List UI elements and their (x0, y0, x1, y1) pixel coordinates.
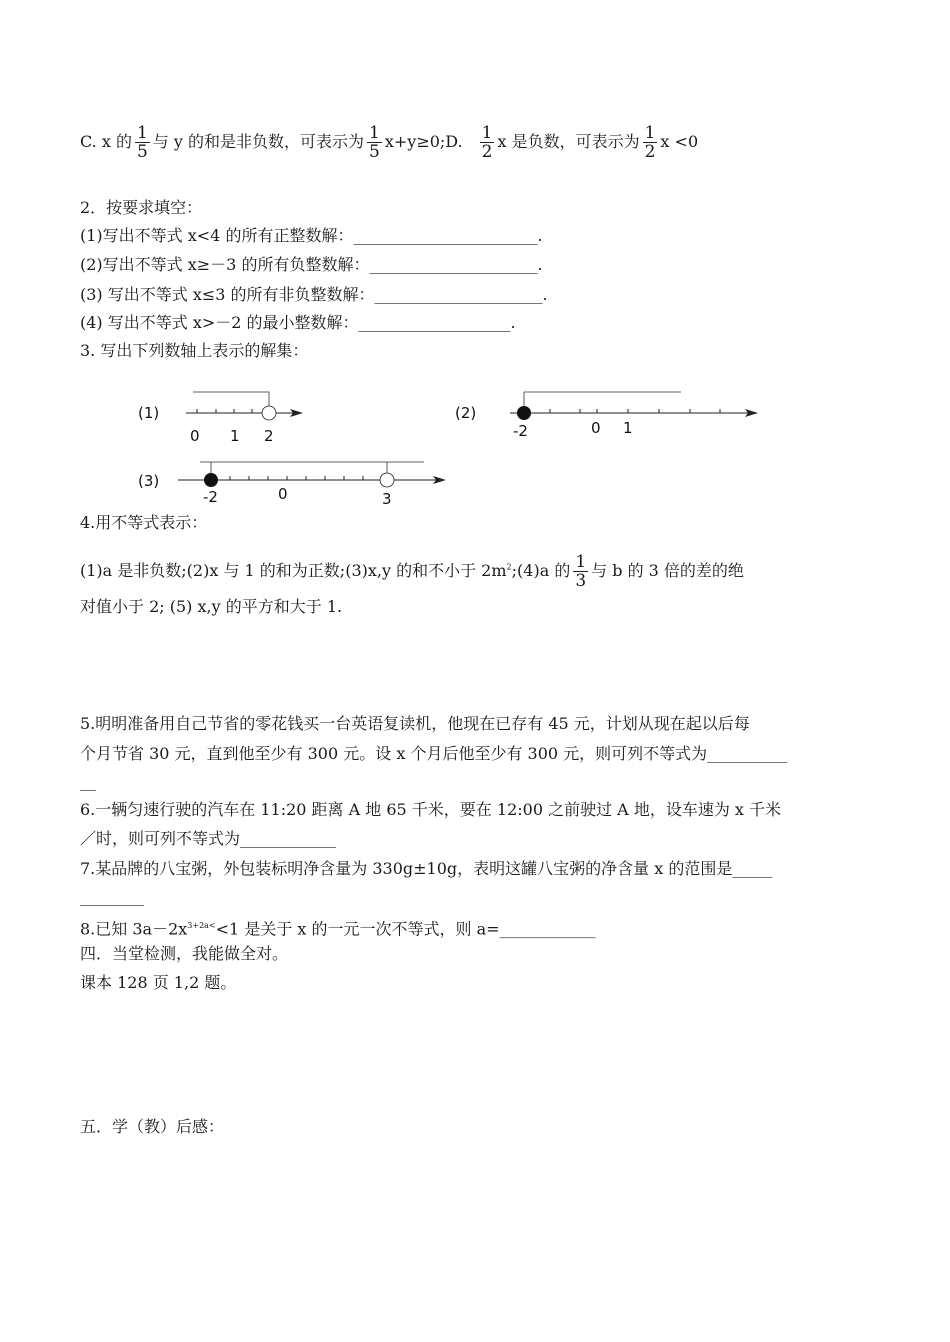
superscript: 2 (506, 562, 512, 572)
fraction-one-third (573, 553, 588, 590)
axis3-tick-label: 3 (382, 490, 392, 508)
axis3-closed-point (204, 473, 218, 487)
section-4-text: 课本 128 页 1,2 题。 (80, 973, 237, 992)
axis2-tick-label: 0 (591, 419, 601, 437)
fraction-one-fifth (135, 124, 150, 161)
q4-line-1 (80, 553, 744, 590)
option-c-d-line (80, 124, 698, 161)
q7-line-1: 7.某品牌的八宝粥，外包装标明净含量为 330g±10g，表明这罐八宝粥的净含量 x 的范围是_____ (80, 859, 773, 878)
axis2-closed-point (517, 406, 531, 420)
q4-line-2: 对值小于 2; (5) x,y 的平方和大于 1. (80, 597, 343, 616)
q2-item-1: (1)写出不等式 x<4 的所有正整数解：_______________________. (80, 226, 543, 245)
q2-item-2: (2)写出不等式 x≥－3 的所有负整数解：_____________________. (80, 255, 543, 274)
axis2-range-bracket (524, 392, 681, 407)
q8-line (80, 916, 596, 939)
fraction-one-half (643, 124, 658, 161)
fraction-one-half (480, 124, 495, 161)
denominator: 5 (136, 142, 148, 162)
superscript: 3+2a< (187, 921, 216, 930)
axis2-tick-label: -2 (513, 422, 528, 440)
q2-title: 2．按要求填空： (80, 198, 203, 217)
denominator: 2 (644, 142, 656, 162)
text: ;(4)a 的 (511, 561, 571, 580)
axis3-tick-label: -2 (203, 488, 218, 506)
q5-line-2: 个月节省 30 元，直到他至少有 300 元。设 x 个月后他至少有 300 元，则可列不等式为__________ (80, 744, 788, 763)
text: x+y≥0;D. (384, 132, 463, 151)
numerator: 1 (644, 123, 656, 143)
q6-line-2: ／时，则可列不等式为____________ (80, 829, 337, 848)
text: 与 y 的和是非负数，可表示为 (152, 132, 365, 151)
numerator: 1 (136, 123, 148, 143)
q3-title: 3. 写出下列数轴上表示的解集： (80, 341, 309, 360)
text: x 是负数，可表示为 (497, 132, 640, 151)
numerator: 1 (481, 123, 493, 143)
axis3-tick-label: 0 (278, 485, 288, 503)
q5-line-1: 5.明明准备用自己节省的零花钱买一台英语复读机，他现在已存有 45 元，计划从现在起以后每 (80, 714, 750, 733)
q2-item-3: (3) 写出不等式 x≤3 的所有非负整数解：_____________________. (80, 285, 548, 304)
denominator: 3 (575, 571, 587, 591)
axis3-label: (3) (138, 472, 160, 490)
text: <1 是关于 x 的一元一次不等式，则 a=____________ (215, 919, 596, 939)
axis1-label: (1) (138, 404, 160, 422)
text: 与 b 的 3 倍的差的绝 (591, 561, 744, 580)
q5-line-3: __ (80, 772, 96, 791)
text: 8.已知 3a－2x (80, 919, 188, 939)
axis3-open-point (380, 473, 394, 487)
text: x <0 (660, 132, 699, 151)
denominator: 2 (481, 142, 493, 162)
q6-line-1: 6.一辆匀速行驶的汽车在 11:20 距离 A 地 65 千米，要在 12:00 之前驶过 A 地，设车速为 x 千米 (80, 800, 782, 819)
section-5-title: 五．学（教）后感： (80, 1117, 225, 1136)
axis1-range-bracket (193, 392, 269, 407)
axis1-tick-label: 1 (230, 427, 240, 445)
axis1-tick-label: 0 (190, 427, 200, 445)
text: C. x 的 (80, 132, 132, 151)
fraction-one-fifth (367, 124, 382, 161)
q7-line-2: ________ (80, 887, 144, 906)
denominator: 5 (369, 142, 380, 162)
axis1-tick-label: 2 (264, 427, 274, 445)
text: (1)a 是非负数;(2)x 与 1 的和为正数;(3)x,y 的和不小于 2m (80, 561, 507, 580)
section-4-title: 四．当堂检测，我能做全对。 (80, 944, 289, 963)
axis2-label: (2) (455, 404, 477, 422)
q4-title: 4.用不等式表示： (80, 513, 208, 532)
numerator: 1 (575, 552, 587, 572)
axis1-open-point (262, 406, 276, 420)
numerator: 1 (369, 123, 380, 143)
number-lines-figure (0, 380, 950, 510)
axis2-tick-label: 1 (623, 419, 633, 437)
q2-item-4: (4) 写出不等式 x>－2 的最小整数解：___________________. (80, 313, 516, 332)
